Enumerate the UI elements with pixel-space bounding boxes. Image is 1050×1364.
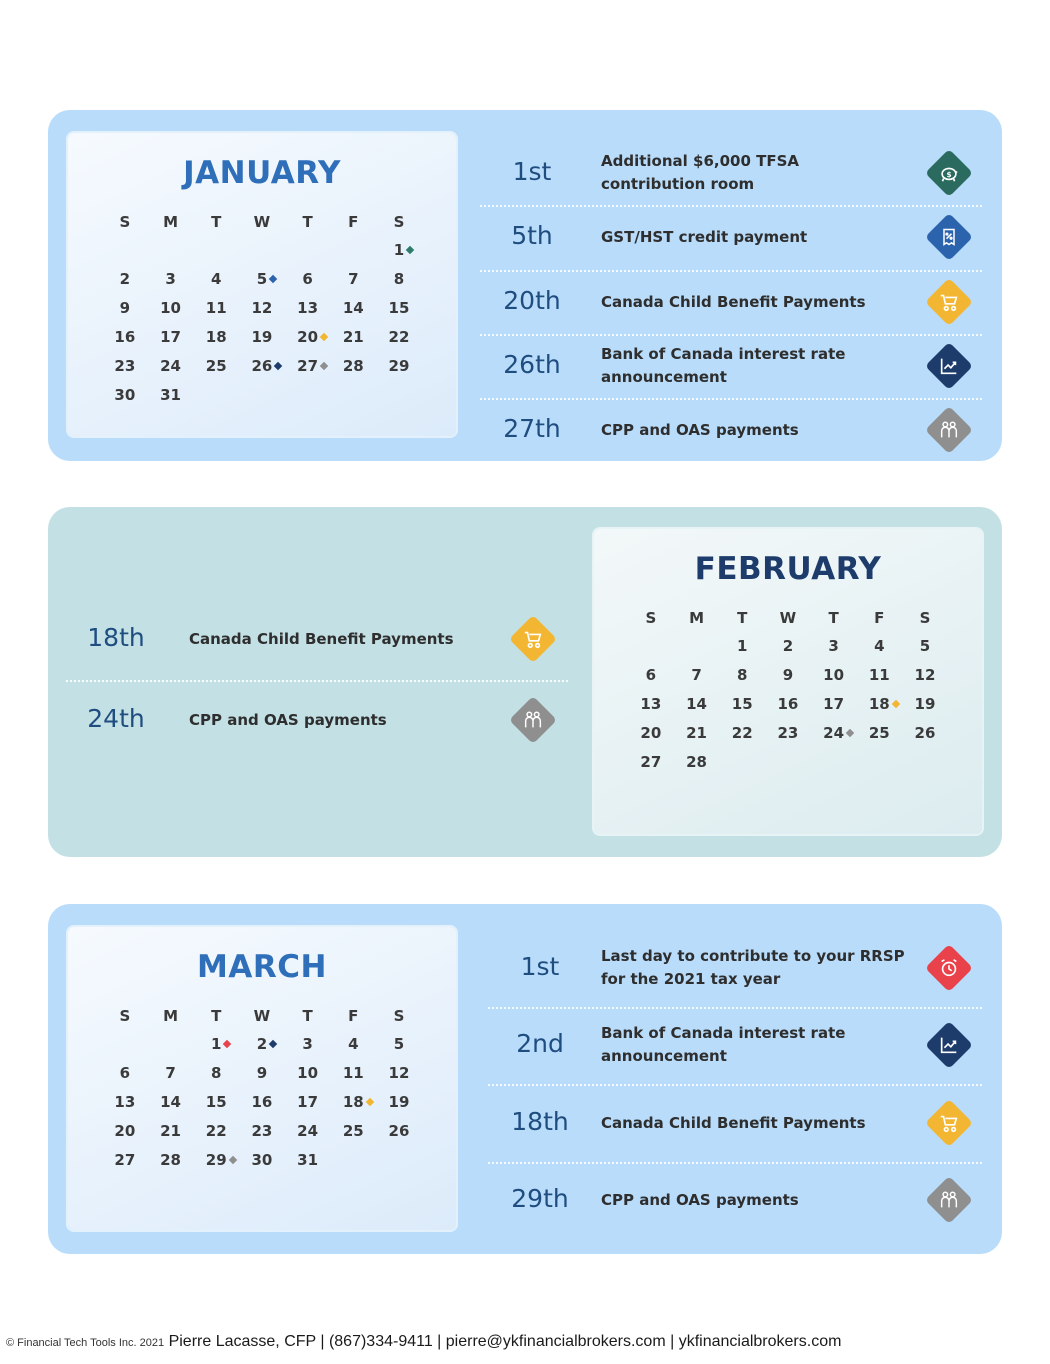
calendar-day: 10 — [160, 299, 181, 317]
calendar-day: 10 — [297, 1064, 319, 1082]
divider — [488, 1007, 982, 1009]
footer — [6, 1333, 841, 1351]
event-description: Bank of Canada interest rate announcement — [601, 1024, 846, 1065]
february-panel — [48, 507, 1002, 857]
calendar-day: 17 — [823, 695, 845, 713]
calendar-day: 16 — [114, 328, 136, 346]
receipt-percent-icon — [925, 213, 973, 261]
calendar-blank — [628, 632, 674, 661]
calendar-day: 16 — [777, 695, 799, 713]
calendar-day: 11 — [205, 299, 227, 317]
weekday-header: T — [828, 609, 839, 627]
stroller-icon — [509, 615, 557, 663]
calendar-day: 23 — [114, 357, 136, 375]
calendar-day: 28 — [686, 753, 707, 771]
event-date: 20th — [503, 286, 561, 315]
february-events — [66, 599, 568, 761]
calendar-day: 14 — [160, 1093, 181, 1111]
march-panel — [48, 904, 1002, 1254]
calendar-day: 8 — [211, 1064, 222, 1082]
event-date: 18th — [87, 623, 145, 652]
weekday-header: T — [211, 1007, 222, 1025]
calendar-day: 18 — [205, 328, 227, 346]
calendar-day: 23 — [777, 724, 799, 742]
calendar-day: 17 — [160, 328, 181, 346]
calendar-day: 5 — [239, 265, 285, 294]
event-date: 24th — [87, 704, 145, 733]
calendar-day: 3 — [302, 1035, 313, 1053]
calendar-day: 27 — [285, 352, 331, 381]
calendar-day: 22 — [731, 724, 753, 742]
calendar-day: 15 — [731, 695, 753, 713]
calendar-day: 28 — [160, 1151, 181, 1169]
weekday-header: S — [119, 213, 131, 231]
calendar-day: 7 — [691, 666, 702, 684]
calendar-day: 21 — [686, 724, 707, 742]
calendar-day: 30 — [251, 1151, 273, 1169]
weekday-header: T — [737, 609, 748, 627]
weekday-header: T — [302, 213, 313, 231]
event-date: 27th — [503, 414, 561, 443]
calendar-day: 26 — [388, 1122, 410, 1140]
chart-up-icon — [925, 1021, 973, 1069]
calendar-day: 21 — [160, 1122, 181, 1140]
march-calendar — [68, 927, 456, 1230]
calendar-day: 7 — [165, 1064, 176, 1082]
january-panel — [48, 110, 1002, 461]
calendar-blank — [674, 632, 720, 661]
weekday-header: M — [163, 1007, 178, 1025]
event-date: 1st — [520, 952, 560, 981]
weekday-header: S — [393, 213, 405, 231]
calendar-day: 23 — [251, 1122, 273, 1140]
calendar-blank — [285, 236, 331, 265]
divider — [488, 1084, 982, 1086]
calendar-day: 24 — [811, 719, 857, 748]
event-description: CPP and OAS payments — [189, 710, 387, 729]
event-description: Canada Child Benefit Payments — [601, 292, 866, 311]
calendar-day: 3 — [828, 637, 839, 655]
january-calendar — [68, 133, 456, 436]
calendar-day: 15 — [205, 1093, 227, 1111]
calendar-blank — [330, 236, 376, 265]
february-calendar — [594, 529, 982, 834]
divider — [480, 270, 982, 272]
calendar-day: 4 — [211, 270, 222, 288]
event-marker — [228, 1156, 236, 1164]
calendar-day: 12 — [388, 1064, 410, 1082]
calendar-day: 20 — [285, 323, 331, 352]
svg-text:$: $ — [946, 170, 952, 180]
seniors-icon — [925, 406, 973, 454]
chart-up-icon — [925, 342, 973, 390]
calendar-day: 16 — [251, 1093, 273, 1111]
calendar-day: 14 — [686, 695, 707, 713]
weekday-header-row — [102, 1002, 422, 1031]
calendar-blank — [102, 236, 148, 265]
calendar-day: 20 — [640, 724, 662, 742]
month-title: MARCH — [197, 949, 327, 985]
seniors-icon — [925, 1176, 973, 1224]
calendar-day: 22 — [205, 1122, 227, 1140]
calendar-blank — [239, 236, 285, 265]
event-date: 18th — [511, 1107, 569, 1136]
weekday-header: S — [119, 1007, 131, 1025]
event-date: 5th — [511, 221, 553, 250]
calendar-day: 19 — [388, 1093, 410, 1111]
calendar-day: 2 — [119, 270, 131, 288]
calendar-day: 17 — [297, 1093, 319, 1111]
weekday-header-row — [102, 208, 422, 237]
weekday-header: F — [348, 1007, 359, 1025]
weekday-header: W — [253, 1007, 271, 1025]
calendar-day: 13 — [297, 299, 319, 317]
calendar-day: 5 — [393, 1035, 405, 1053]
calendar-day: 19 — [251, 328, 273, 346]
calendar-day: 19 — [914, 695, 936, 713]
event-description: Canada Child Benefit Payments — [601, 1113, 866, 1132]
event-marker — [320, 362, 328, 370]
calendar-day: 29 — [193, 1146, 239, 1175]
event-date: 26th — [503, 350, 561, 379]
stroller-icon — [925, 1099, 973, 1147]
month-title: JANUARY — [183, 155, 341, 191]
calendar-day: 1 — [376, 236, 422, 265]
piggy-bank-icon — [925, 149, 973, 197]
calendar-day: 5 — [919, 637, 931, 655]
weekday-header: F — [348, 213, 359, 231]
calendar-day: 24 — [160, 357, 181, 375]
event-marker — [406, 246, 414, 254]
calendar-day: 6 — [645, 666, 657, 684]
calendar-day: 10 — [823, 666, 845, 684]
calendar-day: 11 — [342, 1064, 364, 1082]
calendar-day: 8 — [737, 666, 748, 684]
weekday-header: S — [645, 609, 657, 627]
calendar-day: 20 — [114, 1122, 136, 1140]
calendar-day: 2 — [239, 1030, 285, 1059]
calendar-day: 12 — [251, 299, 273, 317]
weekday-header: T — [302, 1007, 313, 1025]
calendar-day: 28 — [342, 357, 364, 375]
calendar-day: 26 — [914, 724, 936, 742]
event-marker — [891, 700, 899, 708]
event-marker — [365, 1098, 373, 1106]
calendar-day: 2 — [782, 637, 794, 655]
calendar-day: 21 — [342, 328, 364, 346]
calendar-day: 29 — [388, 357, 410, 375]
calendar-day: 1 — [193, 1030, 239, 1059]
calendar-day: 1 — [737, 637, 748, 655]
calendar-day: 13 — [114, 1093, 136, 1111]
calendar-day: 8 — [393, 270, 405, 288]
divider — [488, 1162, 982, 1164]
day-grid — [628, 632, 948, 777]
divider — [480, 334, 982, 336]
event-description: Bank of Canada interest rate announcement — [601, 345, 846, 386]
calendar-day: 27 — [640, 753, 662, 771]
weekday-header: T — [211, 213, 222, 231]
day-grid — [102, 236, 422, 410]
weekday-header: F — [874, 609, 885, 627]
weekday-header: W — [779, 609, 797, 627]
stroller-icon — [925, 278, 973, 326]
calendar-day: 22 — [388, 328, 410, 346]
weekday-header: M — [689, 609, 704, 627]
calendar-day: 13 — [640, 695, 662, 713]
calendar-blank — [148, 1030, 194, 1059]
calendar-day: 15 — [388, 299, 410, 317]
calendar-day: 30 — [114, 386, 136, 404]
event-description: GST/HST credit payment — [601, 227, 808, 246]
calendar-day: 6 — [302, 270, 313, 288]
event-marker — [269, 275, 277, 283]
divider — [480, 398, 982, 400]
weekday-header: S — [919, 609, 931, 627]
month-title: FEBRUARY — [694, 551, 882, 587]
calendar-day: 24 — [297, 1122, 319, 1140]
calendar-day: 9 — [782, 666, 794, 684]
event-marker — [274, 362, 282, 370]
copyright-text: © Financial Tech Tools Inc. 2021 — [6, 1337, 165, 1349]
calendar-day: 4 — [348, 1035, 359, 1053]
event-date: 1st — [512, 157, 552, 186]
calendar-day: 18 — [856, 690, 902, 719]
event-marker — [846, 729, 854, 737]
calendar-day: 31 — [160, 386, 181, 404]
calendar-day: 9 — [119, 299, 131, 317]
calendar-blank — [102, 1030, 148, 1059]
event-description: CPP and OAS payments — [601, 420, 799, 439]
event-date: 29th — [511, 1184, 569, 1213]
calendar-day: 6 — [119, 1064, 131, 1082]
calendar-day: 25 — [868, 724, 890, 742]
january-events — [480, 124, 982, 446]
calendar-day: 25 — [342, 1122, 364, 1140]
calendar-day: 7 — [348, 270, 359, 288]
event-date: 2nd — [516, 1029, 564, 1058]
calendar-blank — [148, 236, 194, 265]
contact-text: Pierre Lacasse, CFP | (867)334-9411 | pierre@ykfinancialbrokers.com | ykfinancialbrokers.com — [168, 1333, 842, 1350]
seniors-icon — [509, 696, 557, 744]
event-description: Last day to contribute to your RRSP for the 2021 tax year — [601, 947, 905, 988]
event-marker — [223, 1040, 231, 1048]
divider — [480, 205, 982, 207]
march-events — [488, 929, 982, 1239]
calendar-day: 27 — [114, 1151, 136, 1169]
calendar-blank — [193, 236, 239, 265]
calendar-day: 3 — [165, 270, 176, 288]
event-description: Canada Child Benefit Payments — [189, 629, 454, 648]
calendar-day: 25 — [205, 357, 227, 375]
weekday-header-row — [628, 604, 948, 633]
calendar-day: 11 — [868, 666, 890, 684]
weekday-header: W — [253, 213, 271, 231]
calendar-day: 9 — [256, 1064, 268, 1082]
event-description: Additional $6,000 TFSA contribution room — [601, 152, 800, 193]
calendar-day: 18 — [330, 1088, 376, 1117]
weekday-header: S — [393, 1007, 405, 1025]
alarm-clock-icon — [925, 944, 973, 992]
weekday-header: M — [163, 213, 178, 231]
calendar-day: 14 — [342, 299, 364, 317]
calendar-day: 12 — [914, 666, 936, 684]
event-marker — [269, 1040, 277, 1048]
divider — [66, 680, 568, 682]
event-description: CPP and OAS payments — [601, 1190, 799, 1209]
calendar-day: 4 — [874, 637, 885, 655]
calendar-day: 26 — [239, 352, 285, 381]
event-marker — [320, 333, 328, 341]
calendar-day: 31 — [297, 1151, 319, 1169]
day-grid — [102, 1030, 422, 1175]
